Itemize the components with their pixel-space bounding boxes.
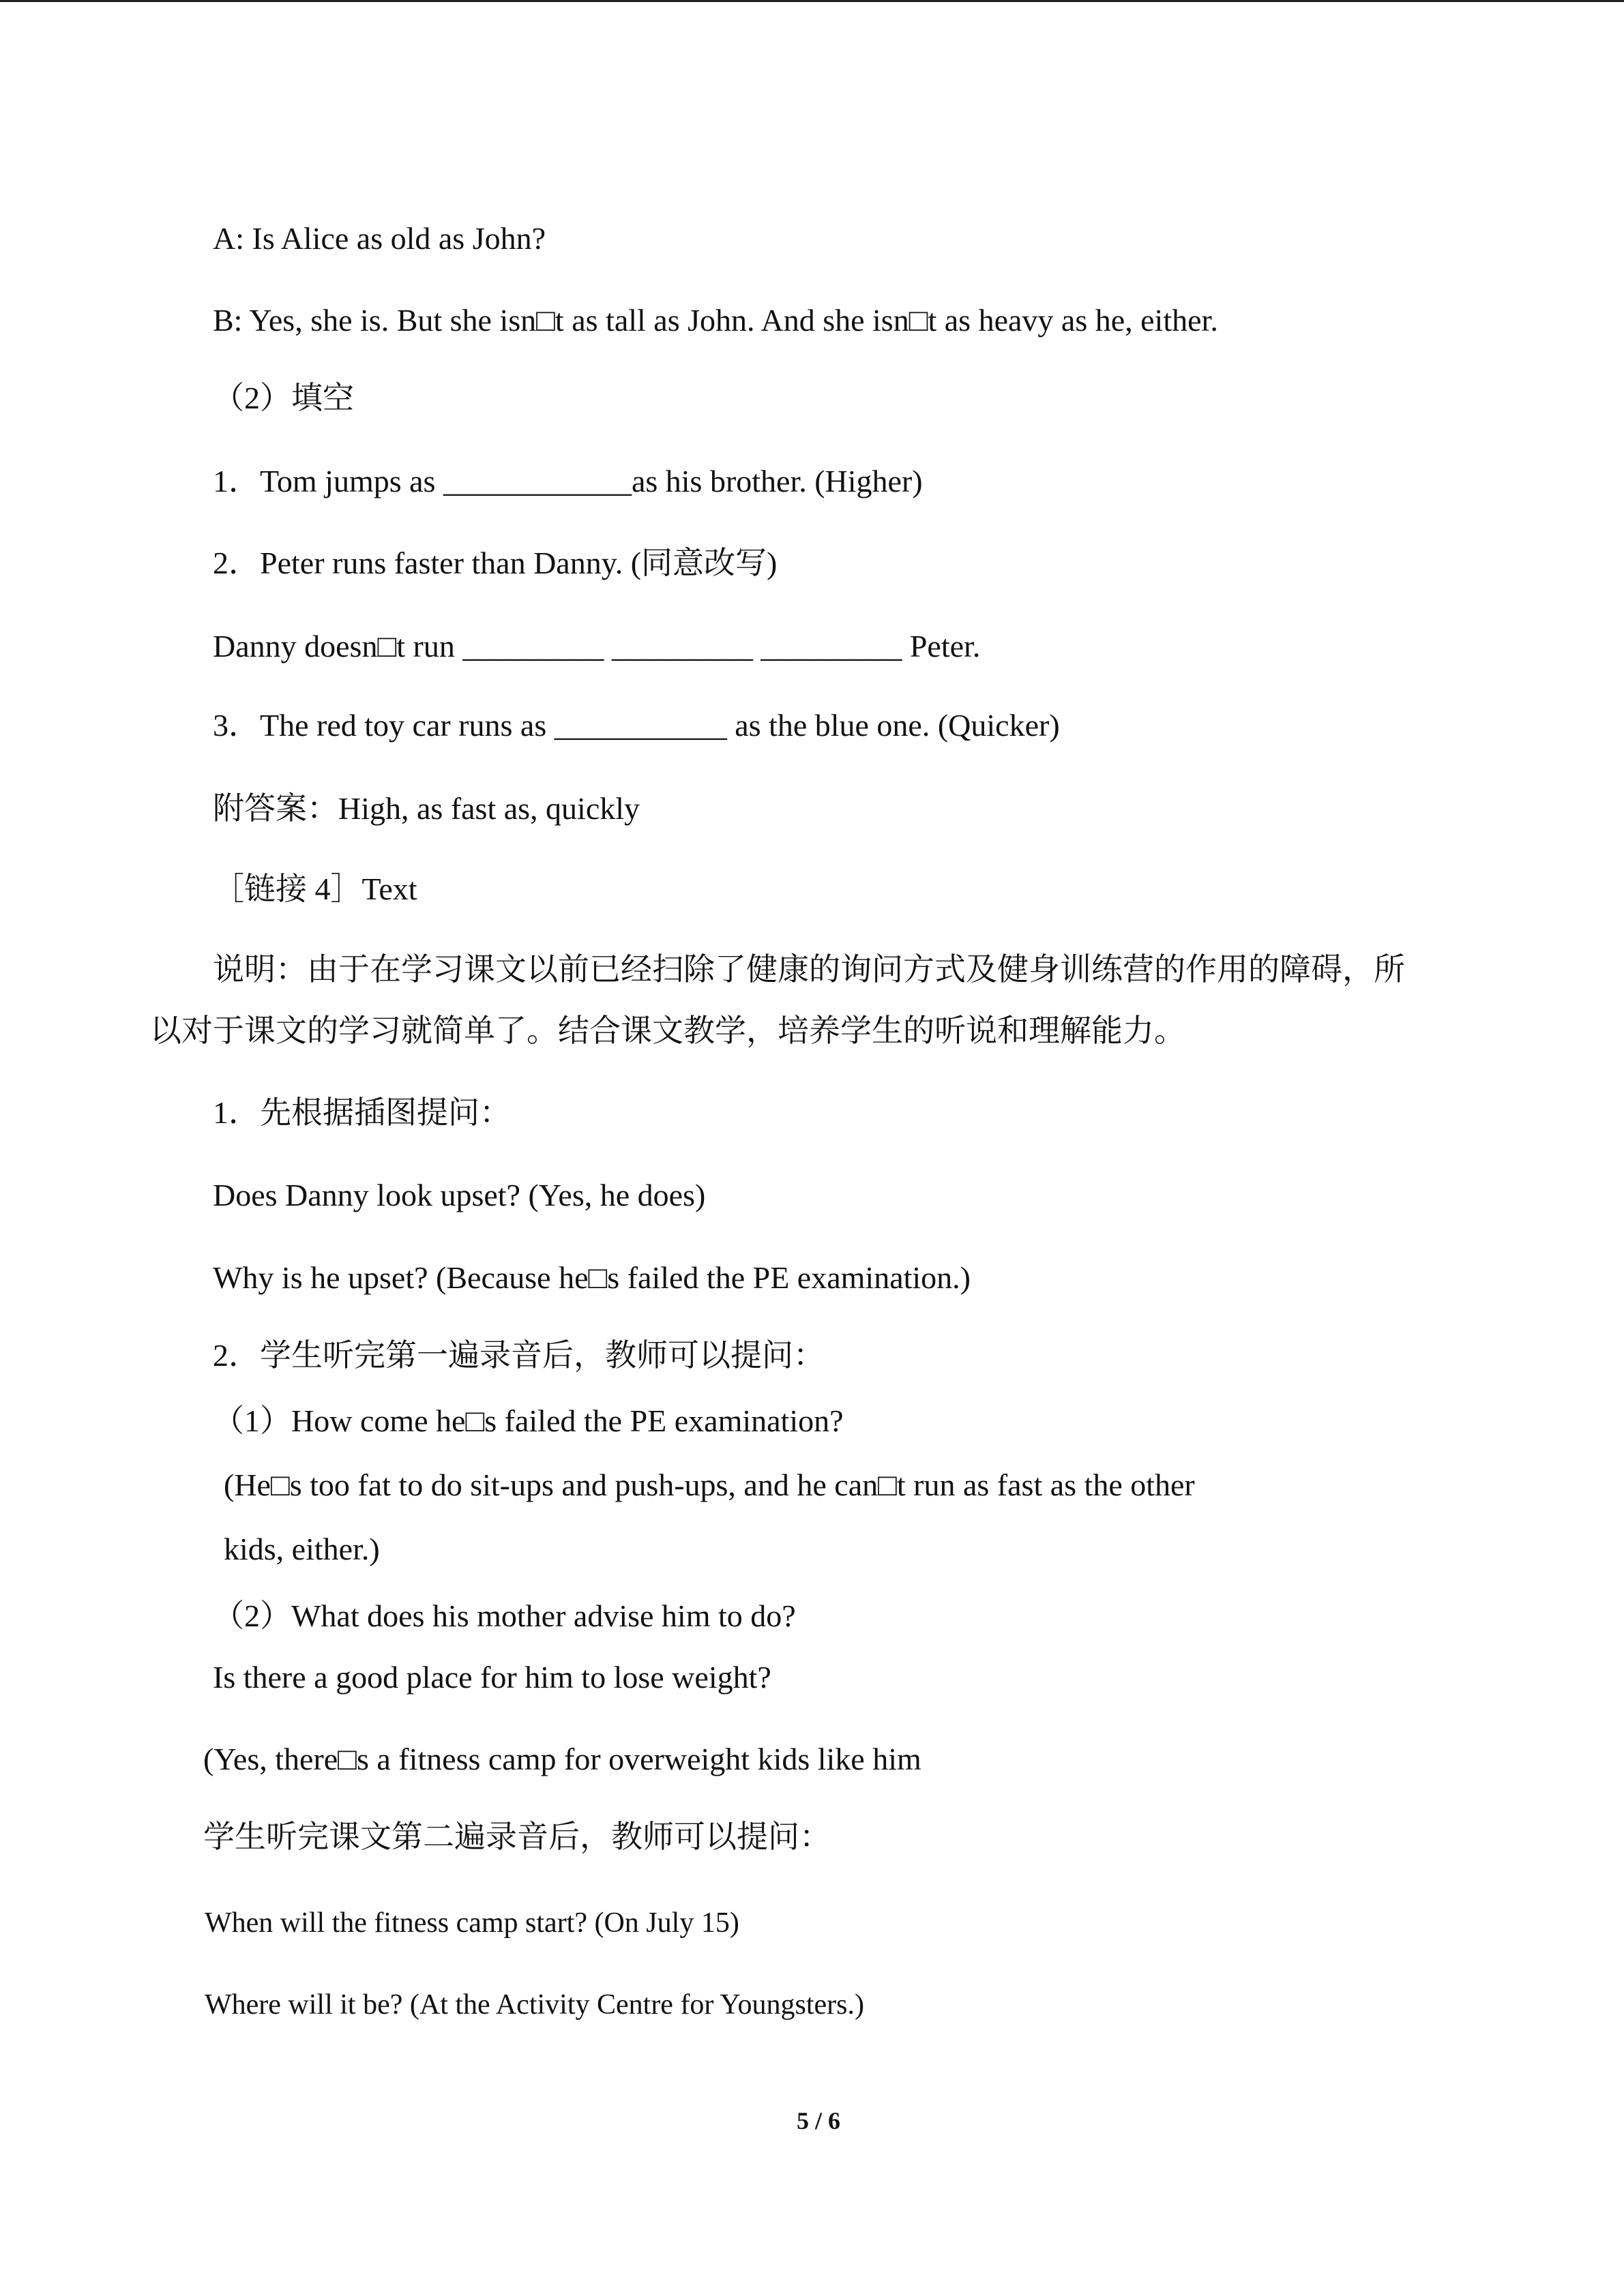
second-listening-heading: 学生听完课文第二遍录音后，教师可以提问： — [203, 1819, 831, 1854]
question-upset: Does Danny look upset? (Yes, he does) — [213, 1178, 706, 1212]
step-1-heading: 1．先根据插图提问： — [213, 1095, 511, 1130]
dialogue-line-b: B: Yes, she is. But she isn□t as tall as John. And she isn□t as heavy as he, either. — [213, 303, 1218, 338]
answer-how-come-line-1: (He□s too fat to do sit-ups and push-ups, and he can□t run as fast as the other — [224, 1467, 1195, 1502]
answer-fitness-camp: (Yes, there□s a fitness camp for overweight kids like him — [203, 1742, 921, 1776]
question-how-come: （1）How come he□s failed the PE examination? — [213, 1403, 844, 1438]
exercise-3: 3．The red toy car runs as ___________ as the blue one. (Quicker) — [213, 708, 1060, 743]
link-heading: ［链接 4］Text — [213, 871, 417, 906]
exercise-2: 2．Peter runs faster than Danny. (同意改写) — [213, 546, 778, 580]
question-good-place: Is there a good place for him to lose weight? — [213, 1660, 771, 1695]
question-camp-where: Where will it be? (At the Activity Centre for Youngsters.) — [205, 1989, 864, 2021]
answer-key: 附答案：High, as fast as, quickly — [213, 791, 640, 826]
answer-how-come-line-2: kids, either.) — [224, 1532, 380, 1566]
step-2-heading: 2．学生听完第一遍录音后，教师可以提问： — [213, 1338, 825, 1373]
exercise-1: 1．Tom jumps as ____________as his brother. (Higher) — [213, 464, 923, 498]
question-mother-advise: （2）What does his mother advise him to do? — [213, 1598, 796, 1633]
exercise-2-rewrite: Danny doesn□t run _________ _________ _________ Peter. — [213, 629, 981, 664]
top-border — [0, 0, 1624, 2]
question-camp-start: When will the fitness camp start? (On July 15) — [205, 1907, 739, 1939]
explanation-line-1: 说明：由于在学习课文以前已经扫除了健康的询问方式及健身训练营的作用的障碍，所 — [213, 952, 1405, 987]
explanation-line-2: 以对于课文的学习就简单了。结合课文教学，培养学生的听说和理解能力。 — [150, 1013, 1185, 1048]
page-number: 5 / 6 — [797, 2107, 841, 2134]
dialogue-line-a: A: Is Alice as old as John? — [213, 221, 546, 256]
section-heading-fill-blank: （2）填空 — [213, 381, 354, 415]
question-why-upset: Why is he upset? (Because he□s failed the PE examination.) — [213, 1260, 971, 1295]
